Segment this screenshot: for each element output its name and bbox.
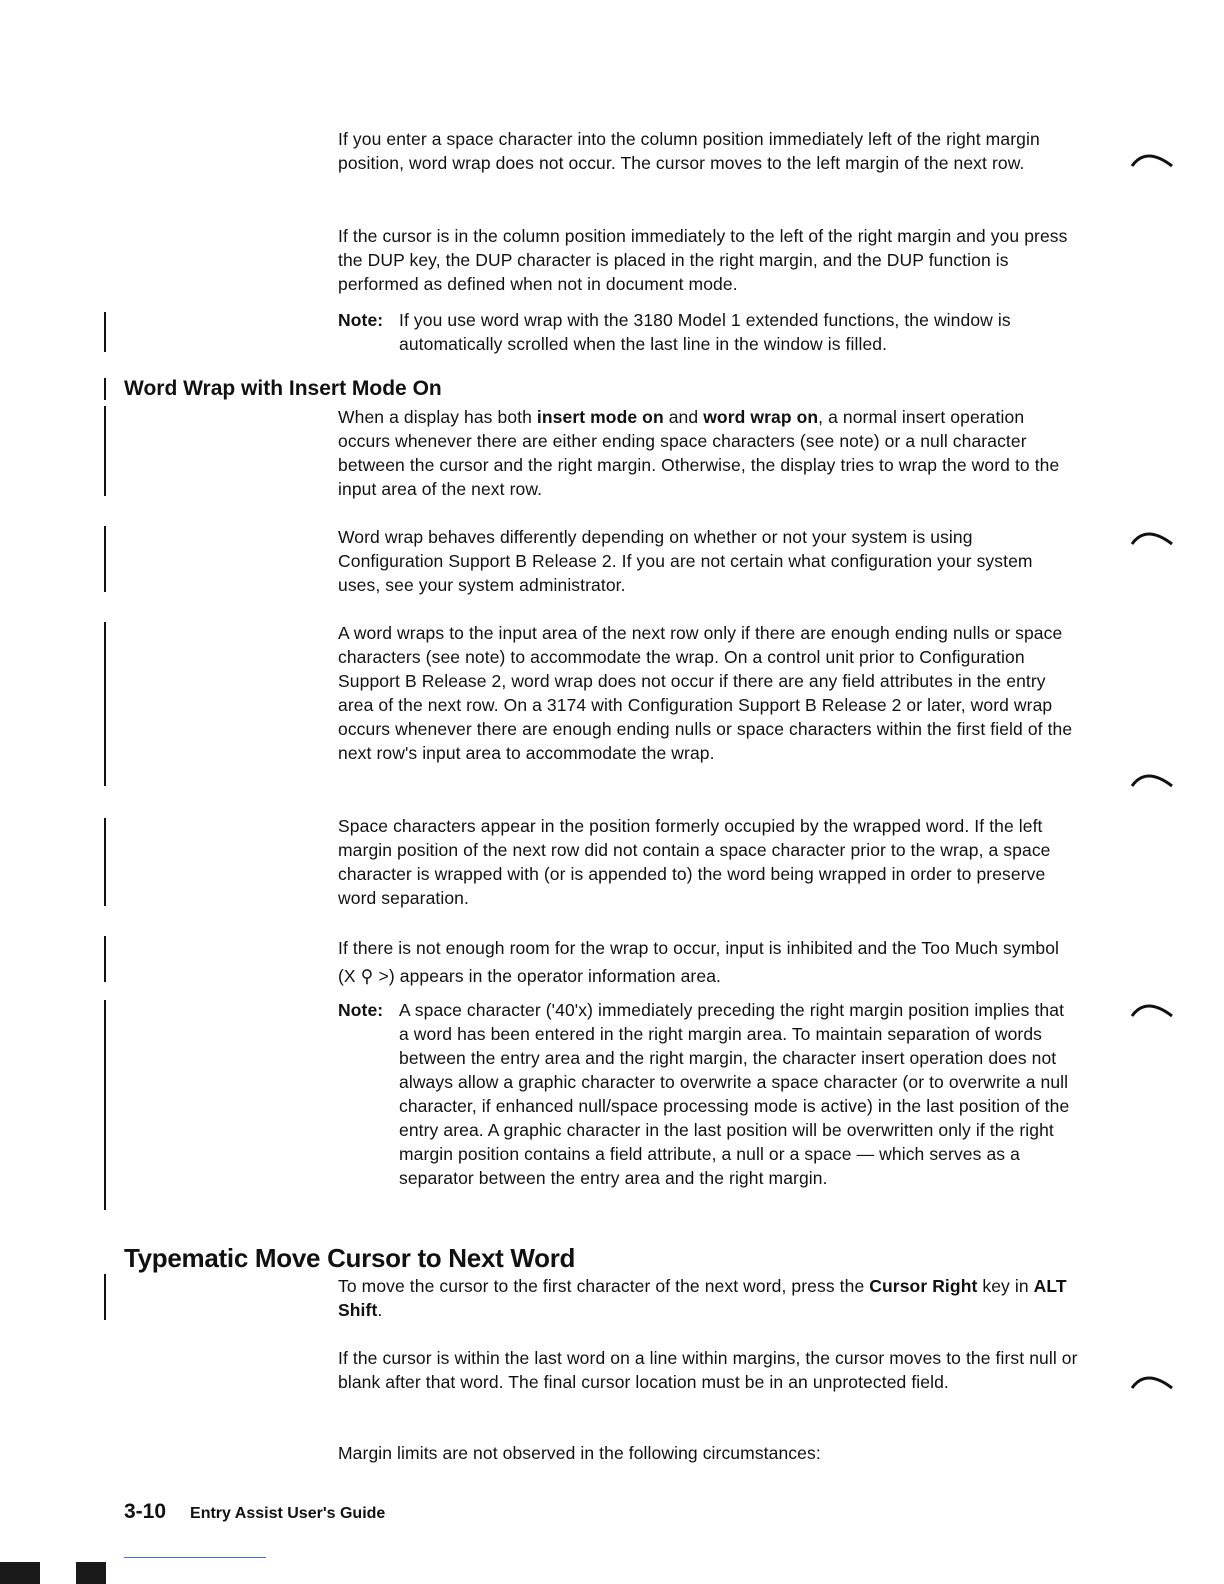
bold-term: word wrap on	[703, 407, 819, 427]
page-number: 3-10	[124, 1500, 167, 1523]
section-heading: Word Wrap with Insert Mode On	[124, 377, 442, 400]
paragraph-text: Space characters appear in the position formerly occupied by the wrapped word. If the left margin position of the next row did not contain a space character prior to the wrap, a space character is wrapped with (or is appended to) the word being wrapped in order to preserve word separation.	[338, 816, 1051, 908]
paragraph-text: Word wrap behaves differently depending on whether or not your system is using Configuration Support B Release 2. If you are not certain what configuration your system uses, see your system administrator.	[338, 527, 1033, 595]
book-title: Entry Assist User's Guide	[190, 1505, 386, 1522]
paragraph	[338, 814, 1078, 910]
text-run: and	[663, 407, 704, 427]
change-bar	[104, 378, 106, 400]
binder-hole-arc	[1128, 148, 1178, 168]
paragraph	[338, 934, 1078, 990]
change-bar	[104, 818, 106, 906]
paragraph-text: A word wraps to the input area of the next row only if there are enough ending nulls or space characters (see note) to accommodate the wrap. On a control unit prior to Configuration Support B Release 2, word wrap does not occur if there are any field attributes in the entry area of the next row. On a 3174 with Configuration Support B Release 2 or later, word wrap occurs whenever there are enough ending nulls or space characters within the first field of the next row's input area to accommodate the wrap.	[338, 623, 1073, 763]
change-bar	[104, 526, 106, 592]
text-run: , a normal insert operation occurs whenever there are either ending space characters (see note) or a null character between the cursor and the right margin. Otherwise, the display tries to wrap the word to the input area of the next row.	[338, 407, 1060, 499]
binder-hole-arc	[1128, 526, 1178, 546]
binder-hole-arc	[1128, 768, 1178, 788]
note-text: A space character ('40'x) immediately preceding the right margin position implies that a word has been entered in the right margin area. To maintain separation of words between the entry area and the right margin, the character insert operation does not always allow a graphic character to overwrite a space character (or to overwrite a null character, if enhanced null/space processing mode is active) in the last position of the entry area. A graphic character in the last position will be overwritten only if the right margin position contains a field attribute, a null or a space — which serves as a separator between the entry area and the right margin.	[399, 1000, 1070, 1188]
paragraph-text	[338, 1274, 1078, 1322]
change-bar	[104, 312, 106, 352]
paragraph-text: If the cursor is within the last word on a line within margins, the cursor moves to the first null or blank after that word. The final cursor location must be in an unprotected field.	[338, 1348, 1078, 1392]
scan-edge-block	[76, 1562, 106, 1584]
key-name: ALT Shift	[338, 1276, 1067, 1320]
note-label: Note:	[338, 1000, 384, 1020]
change-bar	[104, 406, 106, 496]
change-bar	[104, 1000, 106, 1210]
paragraph	[338, 1274, 1078, 1322]
binder-hole-arc	[1128, 1370, 1178, 1390]
change-bar	[104, 1274, 106, 1320]
paragraph	[338, 525, 1078, 597]
paragraph-text: If the cursor is in the column position immediately to the left of the right margin and you press the DUP key, the DUP character is placed in the right margin, and the DUP function is performed as defined when not in document mode.	[338, 226, 1068, 294]
paragraph-text: Margin limits are not observed in the following circumstances:	[338, 1443, 821, 1463]
page-footer	[124, 1500, 385, 1524]
change-bar	[104, 622, 106, 786]
change-bar	[104, 936, 106, 982]
paragraph-text: If you enter a space character into the column position immediately left of the right margin position, word wrap does not occur. The cursor moves to the left margin of the next row.	[338, 129, 1040, 173]
paragraph-text: If there is not enough room for the wrap to occur, input is inhibited and the Too Much symbol (X ⚲ >) appears in the operator information area.	[338, 938, 1060, 986]
section-heading: Typematic Move Cursor to Next Word	[124, 1243, 576, 1273]
paragraph	[338, 1346, 1078, 1394]
note	[338, 308, 1078, 356]
note	[338, 998, 1078, 1190]
text-run: .	[377, 1300, 383, 1320]
key-name: Cursor Right	[869, 1276, 978, 1296]
paragraph	[338, 224, 1078, 296]
paragraph	[338, 127, 1078, 175]
text-run: key in	[977, 1276, 1034, 1296]
paragraph	[338, 621, 1078, 765]
binder-hole-arc	[1128, 998, 1178, 1018]
bold-term: insert mode on	[536, 407, 664, 427]
text-run: To move the cursor to the first character of the next word, press the	[338, 1276, 870, 1296]
text-run: When a display has both	[338, 407, 537, 427]
scan-edge-block	[0, 1562, 40, 1584]
paragraph	[338, 405, 1078, 501]
note-text: If you use word wrap with the 3180 Model 1 extended functions, the window is automatically scrolled when the last line in the window is filled.	[399, 310, 1011, 354]
scan-edge-line	[124, 1557, 266, 1558]
paragraph	[338, 1441, 1078, 1465]
note-label: Note:	[338, 310, 384, 330]
paragraph-text	[338, 405, 1078, 501]
